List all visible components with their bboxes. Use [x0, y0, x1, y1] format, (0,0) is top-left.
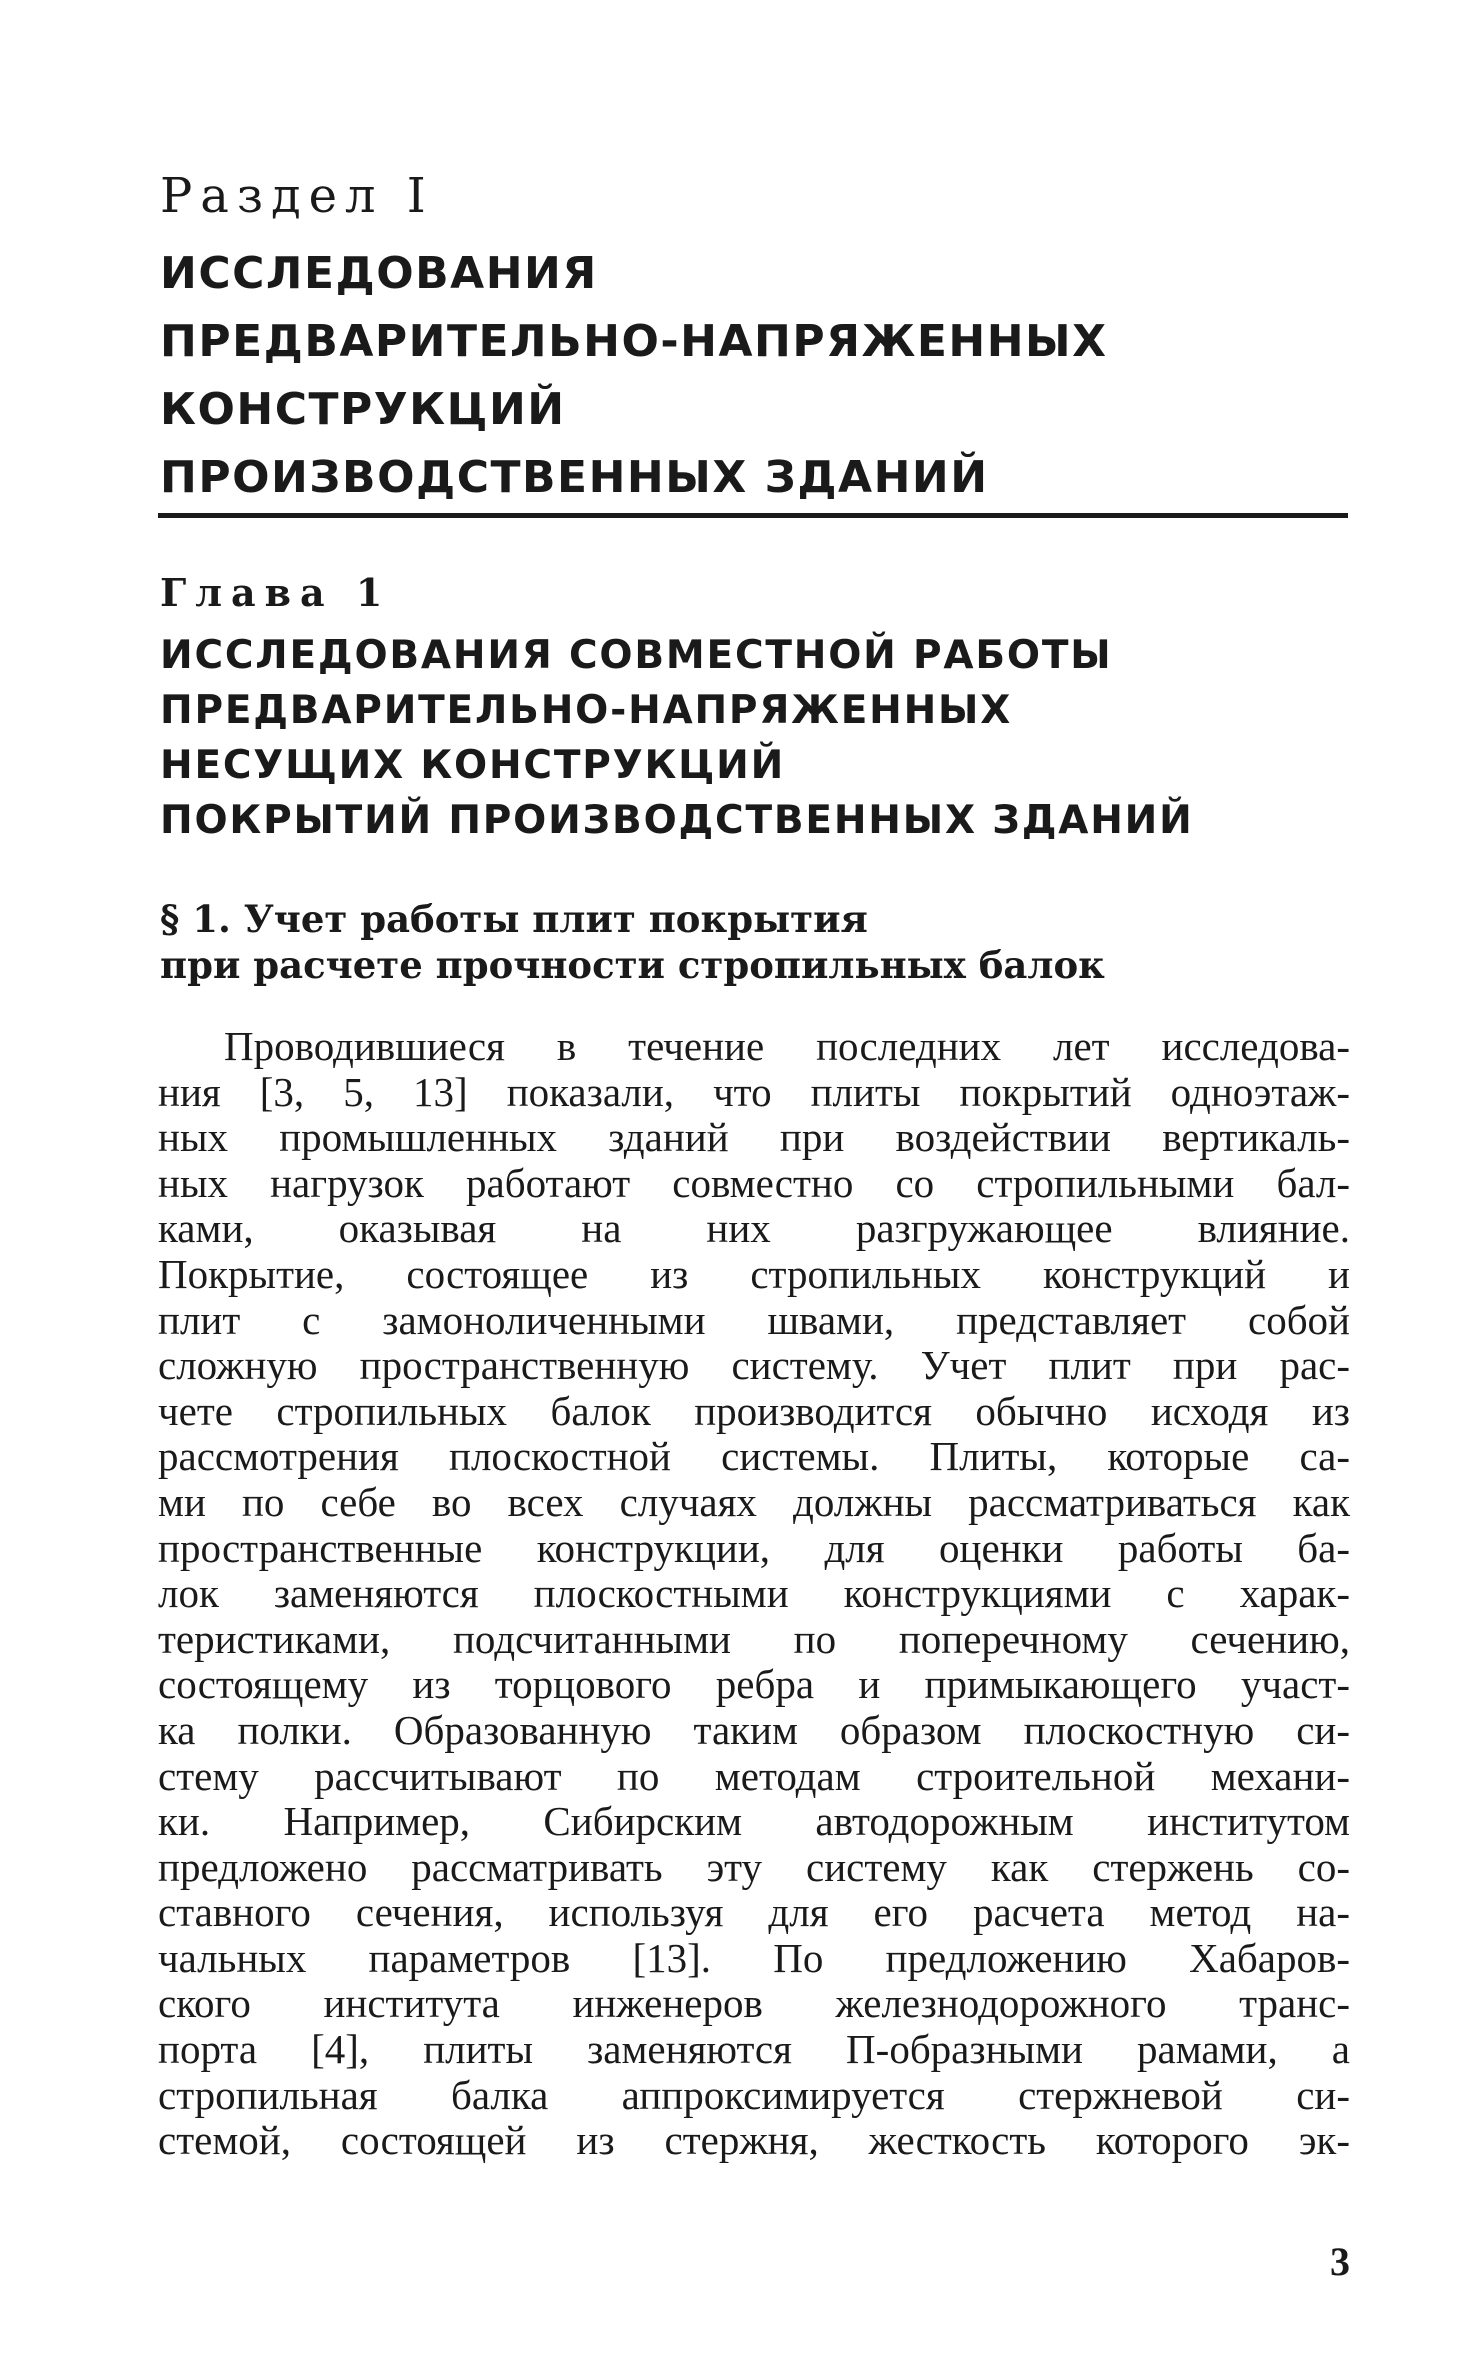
body-line: ных промышленных зданий при воздействии вертикаль- — [158, 1114, 1350, 1161]
section-title-line: ИССЛЕДОВАНИЯ — [160, 248, 598, 299]
body-line: ского института инженеров железнодорожного транс- — [158, 1980, 1350, 2027]
body-line: ния [3, 5, 13] показали, что плиты покрытий одноэтаж- — [158, 1068, 1350, 1115]
body-line: стему рассчитывают по методам строительной механи- — [158, 1752, 1350, 1799]
body-paragraph — [158, 1024, 1350, 2164]
body-line: состоящему из торцового ребра и примыкающего участ- — [158, 1661, 1350, 1708]
body-line: лок заменяются плоскостными конструкциями с харак- — [158, 1570, 1350, 1617]
body-line: ми по себе во всех случаях должны рассматриваться как — [158, 1478, 1350, 1525]
body-line: порта [4], плиты заменяются П-образными рамами, а — [158, 2026, 1350, 2073]
chapter-title-line: ИССЛЕДОВАНИЯ СОВМЕСТНОЙ РАБОТЫ — [160, 633, 1113, 678]
section-title-line: ПРЕДВАРИТЕЛЬНО-НАПРЯЖЕННЫХ — [160, 316, 1108, 367]
body-line: ка полки. Образованную таким образом плоскостную си- — [158, 1706, 1350, 1753]
body-line: чальных параметров [13]. По предложению Хабаров- — [158, 1934, 1350, 1981]
body-line: рассмотрения плоскостной системы. Плиты, которые са- — [158, 1433, 1350, 1480]
section-title — [160, 240, 1360, 512]
body-line: ных нагрузок работают совместно со стропильными бал- — [158, 1159, 1350, 1206]
section-divider — [158, 513, 1348, 518]
paragraph-heading-line: § 1. Учет работы плит покрытия — [160, 897, 868, 941]
paragraph-heading-line: при расчете прочности стропильных балок — [160, 943, 1105, 987]
chapter-title-line: ПОКРЫТИЙ ПРОИЗВОДСТВЕННЫХ ЗДАНИЙ — [160, 798, 1194, 843]
body-line: стропильная балка аппроксимируется стержневой си- — [158, 2071, 1350, 2118]
body-line: ки. Например, Сибирским автодорожным институтом — [158, 1798, 1350, 1845]
chapter-title-line: НЕСУЩИХ КОНСТРУКЦИЙ — [160, 743, 786, 788]
chapter-title — [160, 628, 1360, 848]
body-line: пространственные конструкции, для оценки работы ба- — [158, 1524, 1350, 1571]
body-line: ками, оказывая на них разгружающее влияние. — [158, 1205, 1350, 1252]
body-line: Проводившиеся в течение последних лет исследова- — [224, 1023, 1350, 1069]
chapter-label: Глава 1 — [160, 570, 392, 615]
body-line: сложную пространственную систему. Учет плит при рас- — [158, 1342, 1350, 1389]
body-line: теристиками, подсчитанными по поперечному сечению, — [158, 1615, 1350, 1662]
body-line: плит с замоноличенными швами, представляет собой — [158, 1296, 1350, 1343]
section-title-line: ПРОИЗВОДСТВЕННЫХ ЗДАНИЙ — [160, 452, 989, 503]
body-line: Покрытие, состоящее из стропильных конструкций и — [158, 1250, 1350, 1297]
section-label: Раздел I — [160, 168, 434, 224]
section-title-line: КОНСТРУКЦИЙ — [160, 384, 566, 435]
body-line: предложено рассматривать эту систему как стержень со- — [158, 1843, 1350, 1890]
body-line: ставного сечения, используя для его расчета метод на- — [158, 1889, 1350, 1936]
chapter-title-line: ПРЕДВАРИТЕЛЬНО-НАПРЯЖЕННЫХ — [160, 688, 1013, 733]
body-line: чете стропильных балок производится обычно исходя из — [158, 1387, 1350, 1434]
paragraph-heading — [160, 896, 1360, 988]
page-number: 3 — [1330, 2239, 1350, 2284]
body-line: стемой, состоящей из стержня, жесткость которого эк- — [158, 2117, 1350, 2164]
